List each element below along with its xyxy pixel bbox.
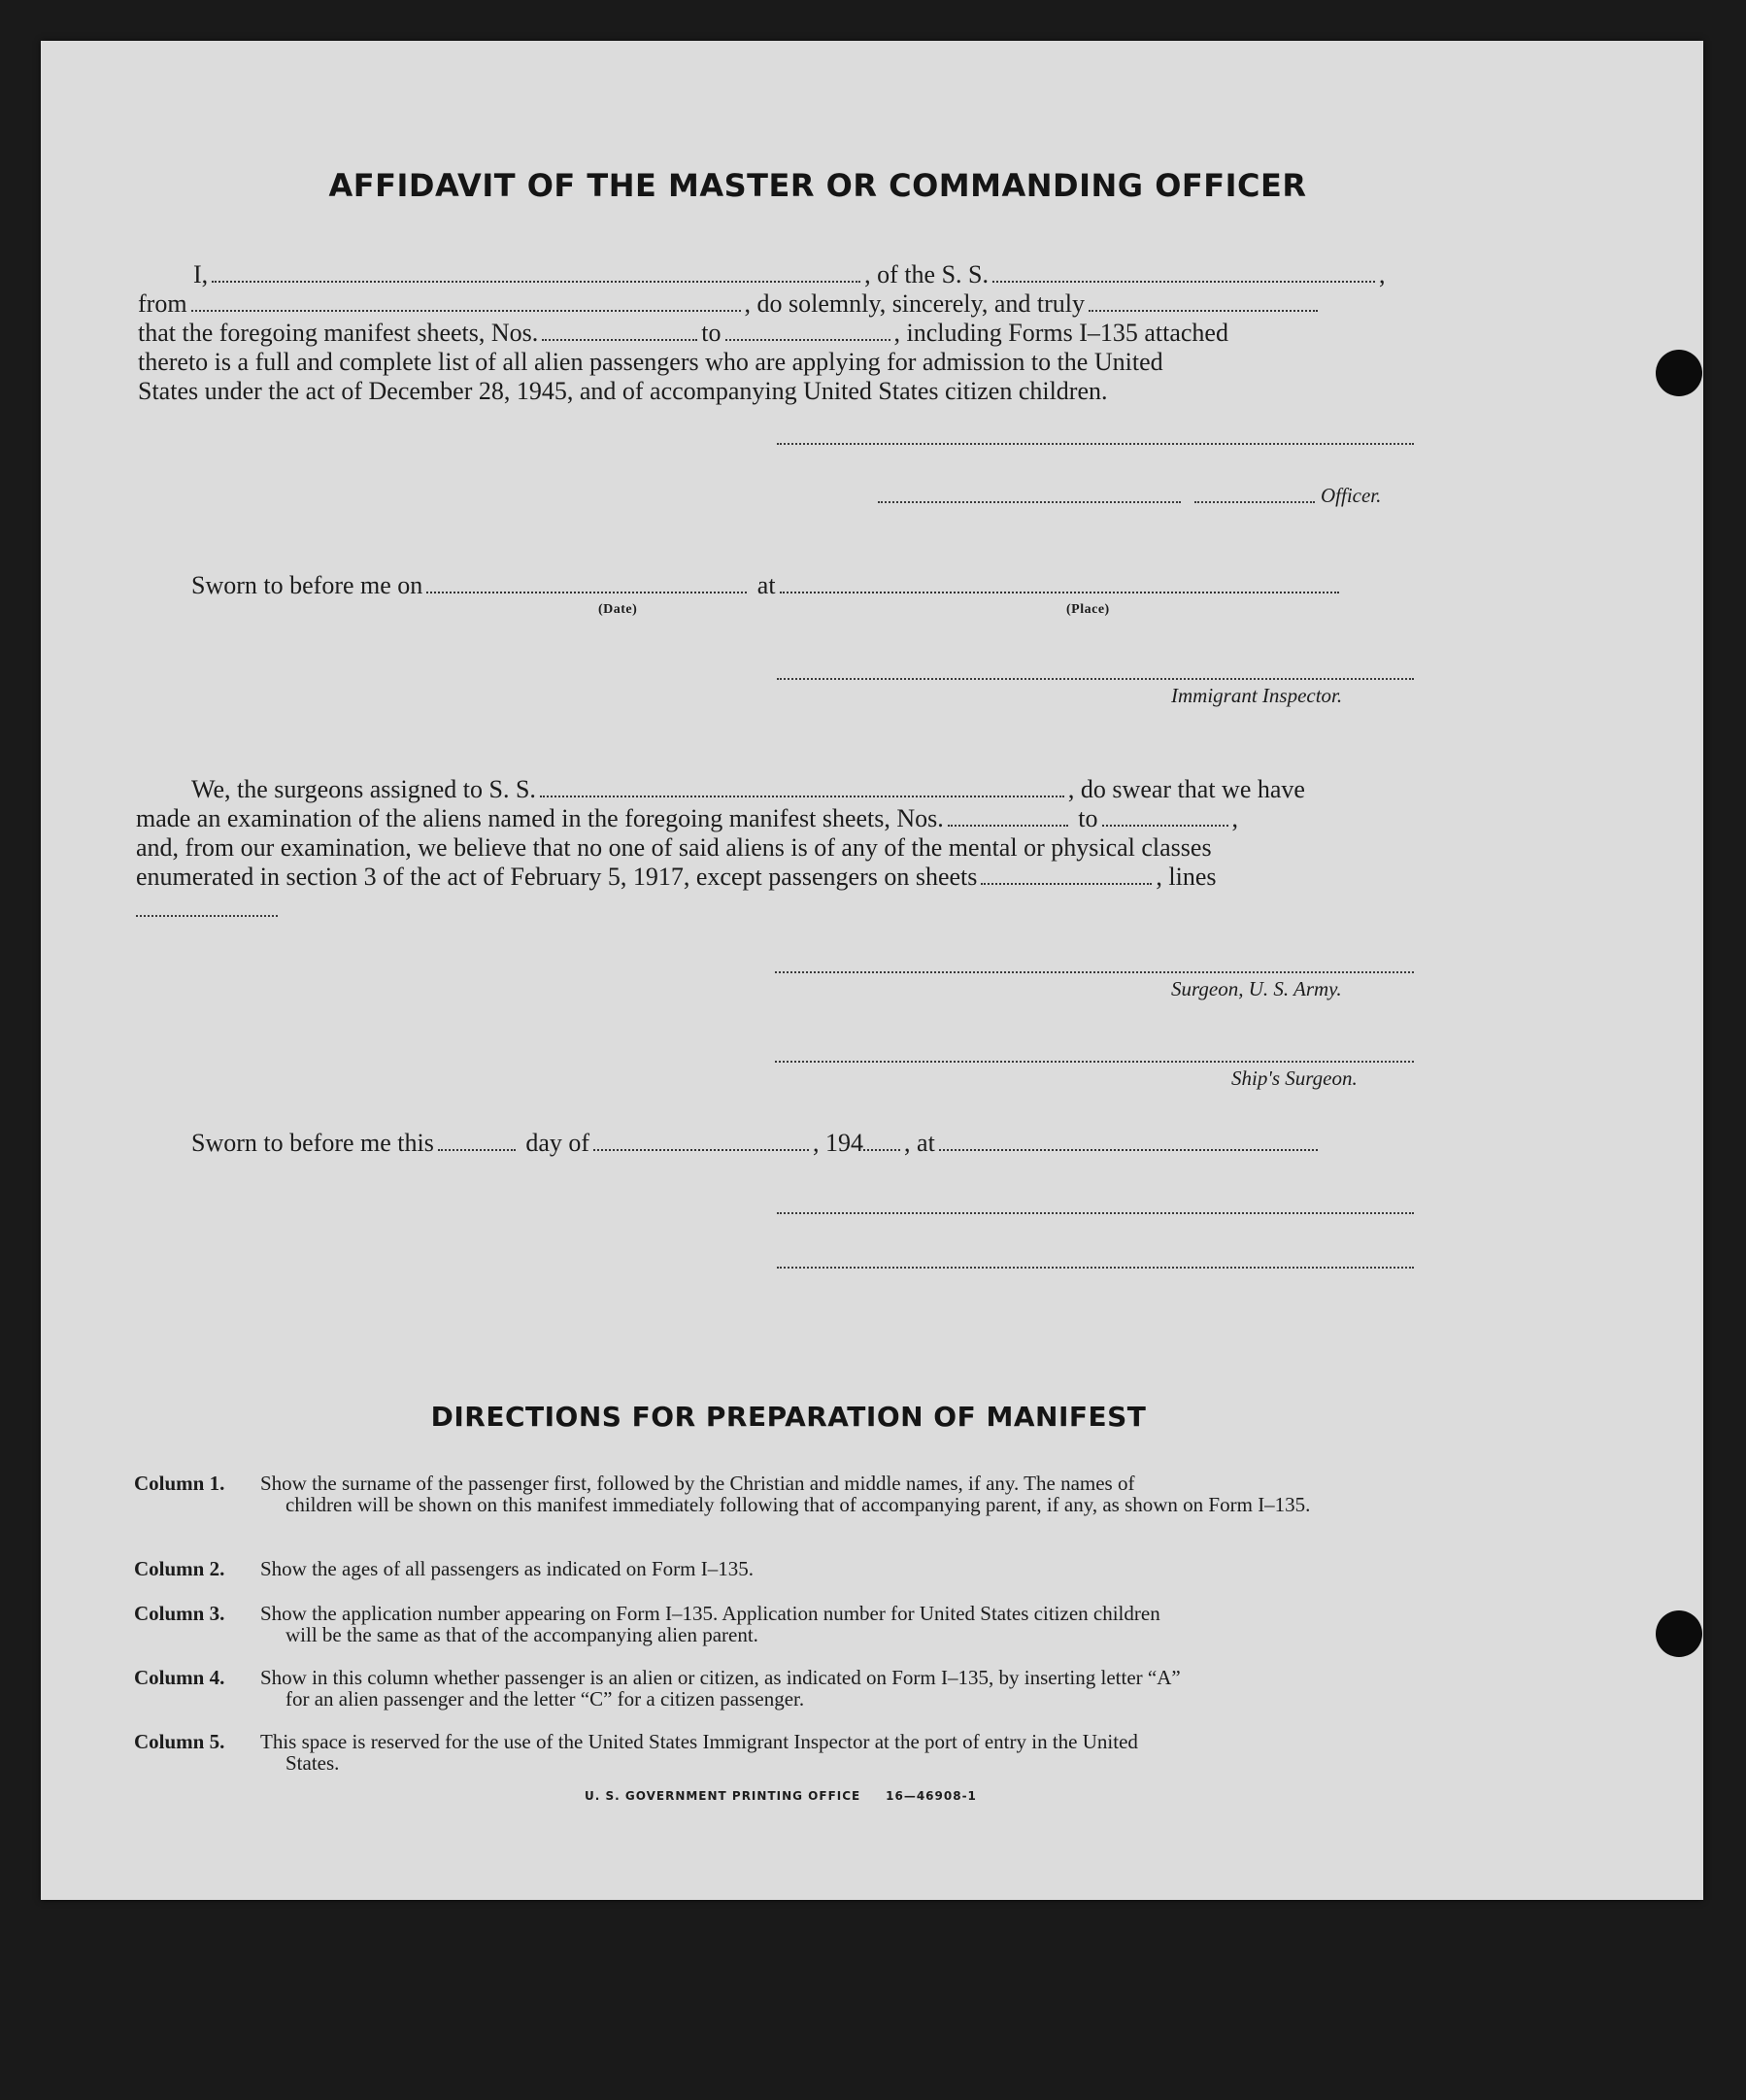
- officer-rank-line[interactable]: [1194, 501, 1315, 503]
- sheet-to-field[interactable]: [725, 323, 890, 341]
- sworn-place-field-2[interactable]: [939, 1134, 1318, 1151]
- surgeons-line-1: [191, 775, 1305, 804]
- column-3-text: Show the application number appearing on Form I–135. Application number for United States citizen children: [260, 1602, 1160, 1625]
- officer-caption: Officer.: [1321, 484, 1382, 507]
- text-examination: made an examination of the aliens named in the foregoing manifest sheets, Nos.: [136, 804, 944, 832]
- text-comma: ,: [1231, 804, 1238, 832]
- surgeon-sheet-from-field[interactable]: [948, 809, 1068, 827]
- punch-hole-bottom: [1656, 1610, 1702, 1657]
- form-code: 16—46908-1: [886, 1789, 977, 1803]
- text-solemnly: , do solemnly, sincerely, and truly: [744, 289, 1085, 318]
- affidavit-line-1: I, , of the S. S. ,: [193, 260, 1386, 288]
- surgeons-line-3: and, from our examination, we believe that no one of said aliens is of any of the mental or physical classes: [136, 833, 1212, 862]
- text-to-2: to: [1078, 804, 1098, 832]
- text-at: at: [756, 571, 776, 599]
- text-enumerated: enumerated in section 3 of the act of February 5, 1917, except passengers on sheets: [136, 863, 978, 891]
- sheet-from-field[interactable]: [542, 323, 697, 341]
- text-manifest-sheets: that the foregoing manifest sheets, Nos.: [138, 319, 539, 347]
- sworn-place-field[interactable]: [780, 576, 1339, 593]
- text-do-swear: , do swear that we have: [1067, 775, 1305, 803]
- ship-surgeon-caption: Ship's Surgeon.: [1231, 1067, 1358, 1090]
- column-2-label: Column 2.: [134, 1557, 225, 1580]
- column-4-label: Column 4.: [134, 1666, 225, 1689]
- sworn-date-field[interactable]: [426, 576, 747, 593]
- sworn-day-field[interactable]: [438, 1134, 516, 1151]
- column-4-text: Show in this column whether passenger is an alien or citizen, as indicated on Form I–135, by inserting letter “A”: [260, 1666, 1181, 1689]
- inspector-title-line-2[interactable]: [777, 1267, 1414, 1269]
- from-field[interactable]: [191, 294, 741, 312]
- affidavit-line-4: thereto is a full and complete list of all alien passengers who are applying for admission to the United: [138, 348, 1163, 376]
- printer-footer: [585, 1789, 977, 1803]
- form-page: [41, 41, 1703, 1900]
- text-sworn-this: Sworn to before me this: [191, 1129, 434, 1157]
- officer-signature-line[interactable]: [777, 443, 1414, 445]
- printer-name: U. S. GOVERNMENT PRINTING OFFICE: [585, 1789, 861, 1803]
- place-caption: (Place): [1066, 602, 1110, 617]
- affidavit-line-5: States under the act of December 28, 1945, and of accompanying United States citizen children.: [138, 377, 1108, 405]
- sworn-month-field[interactable]: [593, 1134, 809, 1151]
- except-lines-field[interactable]: [136, 915, 278, 917]
- column-3-label: Column 3.: [134, 1602, 225, 1625]
- text-at-2: , at: [904, 1129, 935, 1157]
- column-3-text-cont: will be the same as that of the accompanying alien parent.: [285, 1623, 758, 1646]
- column-1-text-cont: children will be shown on this manifest immediately following that of accompanying parent, if any, as shown on Form I–135.: [285, 1493, 1311, 1516]
- surgeons-line-2: [136, 804, 1238, 833]
- text-to: to: [701, 319, 722, 347]
- officer-name-line[interactable]: [878, 501, 1181, 503]
- ship-surgeon-signature-line[interactable]: [775, 1061, 1414, 1063]
- column-5-text-cont: States.: [285, 1751, 340, 1775]
- sworn-line-2: [191, 1129, 1322, 1158]
- inspector-signature-line[interactable]: [777, 678, 1414, 680]
- column-5-text: This space is reserved for the use of the United States Immigrant Inspector at the port of entry in the United: [260, 1730, 1138, 1753]
- column-5-label: Column 5.: [134, 1730, 225, 1753]
- oath-field[interactable]: [1089, 294, 1318, 312]
- army-surgeon-caption: Surgeon, U. S. Army.: [1171, 977, 1342, 1000]
- inspector-caption: Immigrant Inspector.: [1171, 684, 1343, 707]
- text-including: , including Forms I–135 attached: [893, 319, 1228, 347]
- text-lines: , lines: [1156, 863, 1217, 891]
- affidavit-title: AFFIDAVIT OF THE MASTER OR COMMANDING OFFICER: [328, 167, 1307, 204]
- text-from: from: [138, 289, 187, 318]
- directions-title: DIRECTIONS FOR PREPARATION OF MANIFEST: [430, 1401, 1147, 1433]
- column-1-label: Column 1.: [134, 1472, 225, 1495]
- text-year: , 194: [813, 1129, 864, 1157]
- text-of-ss: , of the S. S.: [864, 260, 990, 288]
- affidavit-line-3: [138, 319, 1228, 348]
- column-1-text: Show the surname of the passenger first, followed by the Christian and middle names, if any. The names of: [260, 1472, 1135, 1495]
- army-surgeon-signature-line[interactable]: [775, 971, 1414, 973]
- column-4-text-cont: for an alien passenger and the letter “C” for a citizen passenger.: [285, 1687, 805, 1710]
- text-i: I,: [193, 260, 209, 288]
- column-2-text: Show the ages of all passengers as indicated on Form I–135.: [260, 1557, 754, 1580]
- except-sheets-field[interactable]: [981, 867, 1152, 885]
- surgeons-line-4: [136, 863, 1217, 892]
- text-day-of: day of: [525, 1129, 590, 1157]
- text-surgeons-assigned: We, the surgeons assigned to S. S.: [191, 775, 536, 803]
- surgeon-sheet-to-field[interactable]: [1102, 809, 1228, 827]
- surgeon-ship-field[interactable]: [540, 780, 1064, 797]
- text-sworn-on: Sworn to before me on: [191, 571, 423, 599]
- punch-hole-top: [1656, 350, 1702, 396]
- sworn-year-field[interactable]: [863, 1134, 900, 1151]
- ship-name-field[interactable]: [992, 265, 1375, 283]
- name-field[interactable]: [212, 265, 860, 283]
- date-caption: (Date): [598, 602, 638, 617]
- affidavit-line-2: [138, 289, 1322, 319]
- sworn-line-1: [191, 571, 1343, 600]
- inspector-signature-line-2[interactable]: [777, 1212, 1414, 1214]
